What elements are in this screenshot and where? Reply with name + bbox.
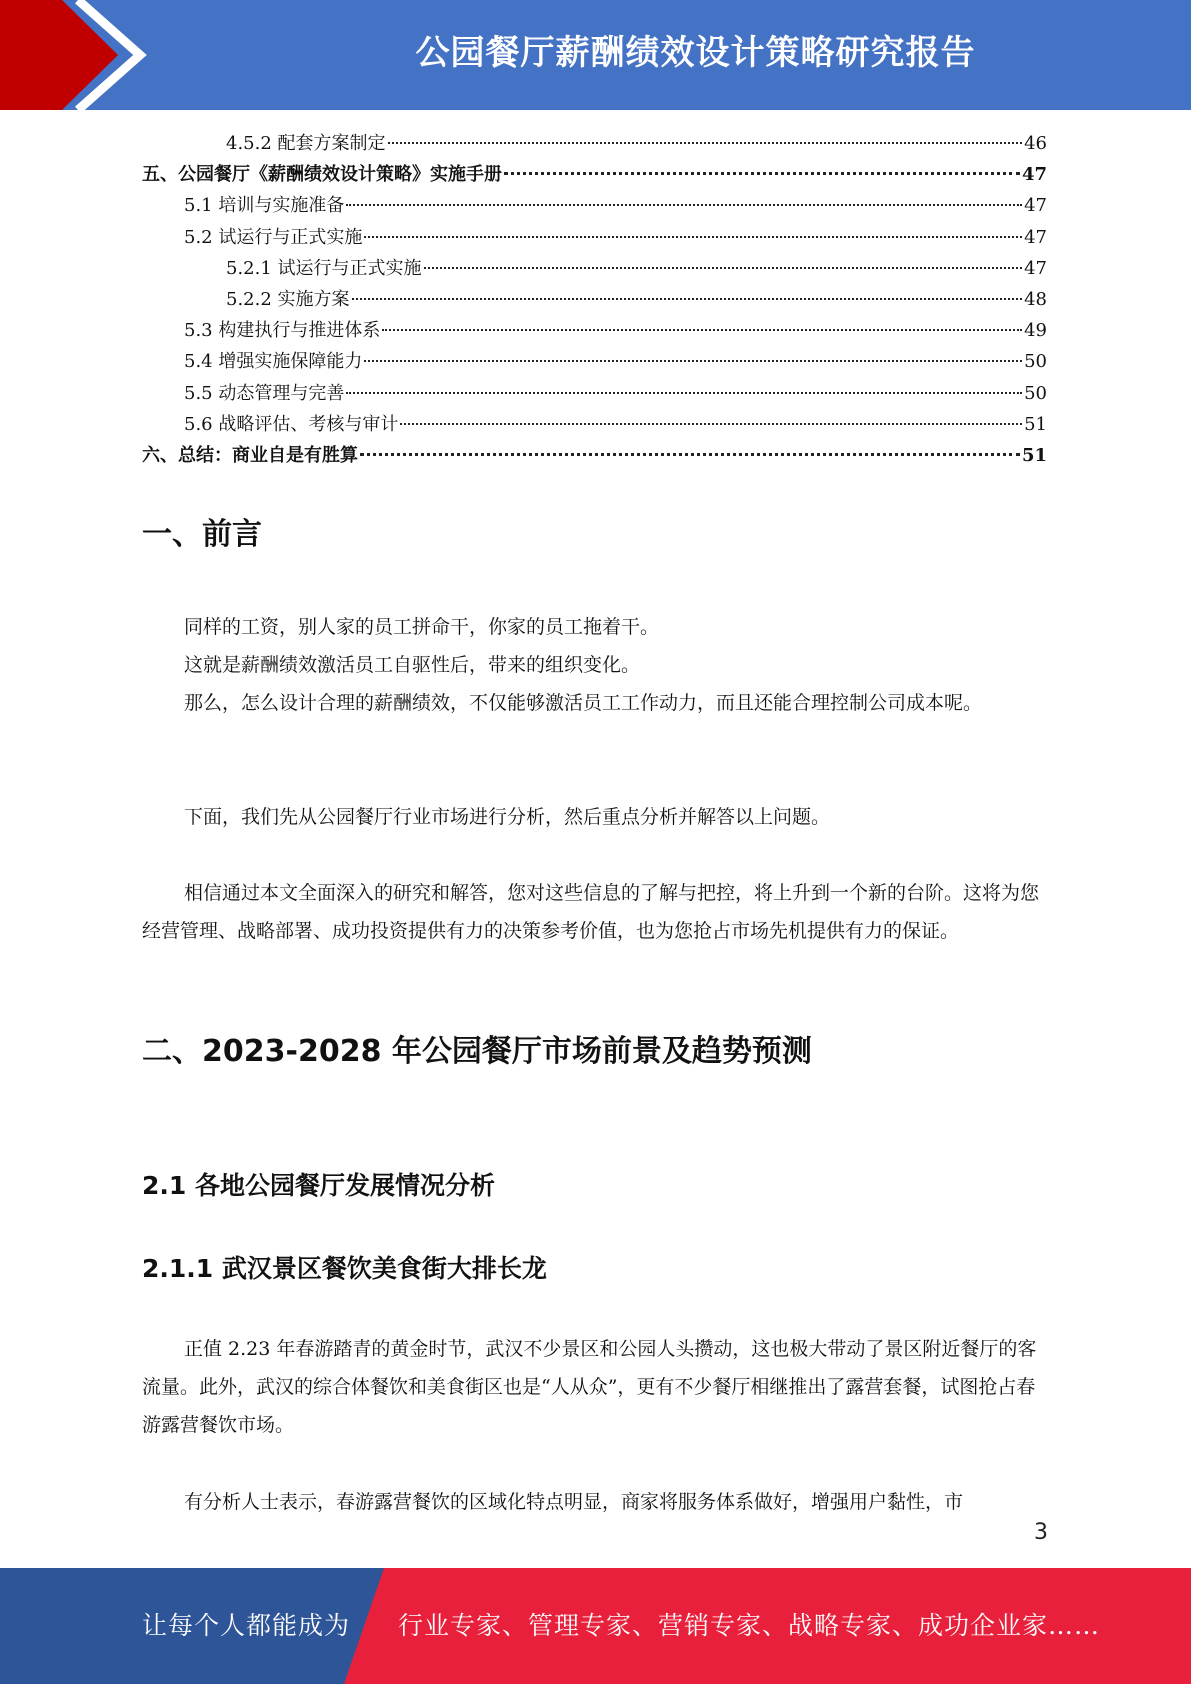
toc-entry-page: 51 [1024,413,1047,435]
footer-slogan-right: 行业专家、管理专家、营销专家、战略专家、成功企业家…… [398,1611,1101,1640]
body-paragraph: 下面，我们先从公园餐厅行业市场进行分析，然后重点分析并解答以上问题。 [184,806,831,828]
toc-dot-leader [346,204,1022,206]
toc-entry[interactable] [142,159,1047,190]
toc-entry-page: 49 [1024,320,1047,342]
toc-entry-page: 51 [1021,444,1047,466]
toc-entry-page: 50 [1024,351,1047,373]
toc-entry-label: 5.2.2 实施方案 [226,288,350,310]
toc-entry[interactable] [142,440,1047,471]
page-header [0,0,1191,110]
toc-dot-leader [360,453,1020,456]
footer-slogan-left: 让每个人都能成为 [142,1611,351,1640]
section-heading-market: 二、2023-2028 年公园餐厅市场前景及趋势预测 [142,1034,812,1069]
table-of-contents [142,128,1047,471]
body-paragraph: 正值 2.23 年春游踏青的黄金时节，武汉不少景区和公园人头攒动，这也极大带动了景区附近餐厅的客流量。此外，武汉的综合体餐饮和美食街区也是“人从众”，更有不少餐厅相继推出了露营套餐，试图抢占春游露营餐饮市场。 [142,1338,1037,1436]
toc-entry[interactable] [142,222,1047,253]
body-paragraph: 同样的工资，别人家的员工拼命干，你家的员工拖着干。 [184,616,660,638]
toc-entry-label: 5.2.1 试运行与正式实施 [226,257,422,279]
toc-entry-label: 4.5.2 配套方案制定 [226,133,386,154]
toc-dot-leader [346,392,1022,394]
toc-entry[interactable] [142,346,1047,377]
toc-entry-page: 50 [1024,382,1047,404]
body-paragraph: 这就是薪酬绩效激活员工自驱性后，带来的组织变化。 [184,654,641,676]
toc-entry[interactable] [142,190,1047,221]
toc-dot-leader [400,423,1022,425]
toc-entry-label: 五、公园餐厅《薪酬绩效设计策略》实施手册 [142,164,502,186]
toc-dot-leader [352,298,1023,300]
toc-entry-label: 5.2 试运行与正式实施 [184,226,363,248]
toc-entry-page: 48 [1024,288,1047,310]
section-heading-preface: 一、前言 [142,517,262,552]
toc-entry[interactable] [142,253,1047,284]
body-paragraph: 有分析人士表示，春游露营餐饮的区域化特点明显，商家将服务体系做好，增强用户黏性，市 [184,1491,964,1513]
header-chevron-icon [0,0,170,110]
toc-entry-label: 5.4 增强实施保障能力 [184,351,363,373]
toc-entry-label: 5.3 构建执行与推进体系 [184,320,381,342]
toc-entry-page: 47 [1024,226,1047,248]
toc-entry-label: 5.1 培训与实施准备 [184,195,345,217]
page-footer [0,1568,1191,1684]
body-paragraph: 那么，怎么设计合理的薪酬绩效，不仅能够激活员工工作动力，而且还能合理控制公司成本呢。 [184,692,983,714]
toc-entry[interactable] [142,284,1047,315]
toc-dot-leader [504,172,1020,175]
toc-entry-page: 47 [1021,164,1047,186]
toc-dot-leader [364,236,1022,238]
toc-dot-leader [364,360,1022,362]
subsection-heading: 2.1.1 武汉景区餐饮美食街大排长龙 [142,1254,547,1283]
body-paragraph: 相信通过本文全面深入的研究和解答，您对这些信息的了解与把控，将上升到一个新的台阶。这将为您经营管理、战略部署、成功投资提供有力的决策参考价值，也为您抢占市场先机提供有力的保证。 [142,882,1040,942]
toc-entry-page: 47 [1024,195,1047,217]
toc-entry-label: 5.5 动态管理与完善 [184,382,345,404]
toc-entry-page: 46 [1024,133,1047,154]
document-title: 公园餐厅薪酬绩效设计策略研究报告 [415,33,976,73]
toc-entry-label: 六、总结：商业自是有胜算 [142,444,358,466]
toc-entry[interactable] [142,378,1047,409]
toc-entry[interactable] [142,315,1047,346]
subsection-heading: 2.1 各地公园餐厅发展情况分析 [142,1171,495,1200]
toc-entry-label: 5.6 战略评估、考核与审计 [184,413,399,435]
toc-entry[interactable] [142,128,1047,159]
page-number: 3 [1034,1520,1048,1545]
toc-dot-leader [424,267,1023,269]
toc-dot-leader [382,329,1022,331]
toc-entry-page: 47 [1024,257,1047,279]
toc-entry[interactable] [142,409,1047,440]
toc-dot-leader [388,142,1023,144]
